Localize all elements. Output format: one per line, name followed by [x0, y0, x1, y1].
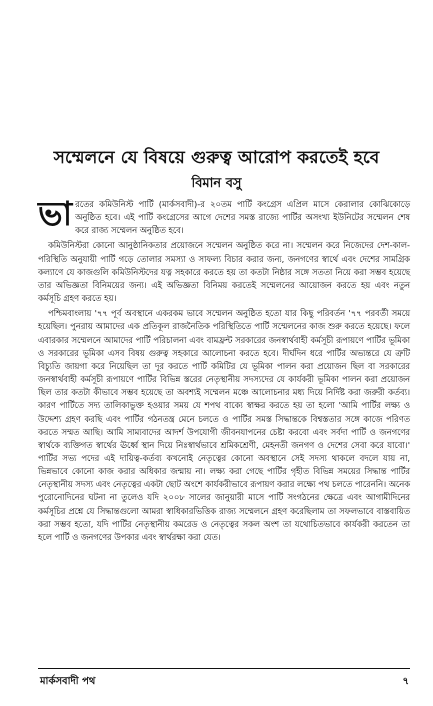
article-body: [38, 194, 410, 544]
paragraph-1-text: রতের কমিউনিস্ট পার্টি (মার্কসবাদী)-র ২০তম পার্টি কংগ্রেস এপ্রিল মাসে কেরালার কোঝিকোড়ে অনুষ্ঠিত হবে। এই পার্টি কংগ্রেসের আগে দেশের সমস্ত রাজ্যে পার্টির অসংখ্য ইউনিটের সম্মেলন শেষ করে রাজ্য সম্মেলন অনুষ্ঠিত হবে।: [75, 199, 410, 236]
page-number: ৭: [402, 676, 409, 687]
paragraph-2: কমিউনিস্টরা কোনো আনুষ্ঠানিকতার প্রয়োজনে সম্মেলন অনুষ্ঠিত করে না। সম্মেলন করে নিজেদের দেশ-কাল-পরিস্থিতি অনুযায়ী পার্টি গড়ে তোলার সমস্যা ও সাফল্য বিচার করার জন্য, জনগণের স্বার্থে এবং দেশের সামগ্রিক কল্যাণে যে কাজগুলি কমিউনিস্টদের যত্ন সহকারে করতে হয় তা কতটা নিষ্ঠার সঙ্গে সততা নিয়ে করা সম্ভব হয়েছে তার অভিজ্ঞতা বিনিময়ের জন্য। এই অভিজ্ঞতা বিনিময় করতেই সম্মেলনের আয়োজন করতে হয় এবং নতুন কর্মসূচি গ্রহণ করতে হয়।: [38, 240, 410, 304]
footer-divider: [38, 668, 410, 669]
paragraph-3: পশ্চিমবাংলায় '৭৭ পূর্ব অবস্থানে একরকম ভাবে সম্মেলন অনুষ্ঠিত হতো যার কিছু পরিবর্তন '৭৭ পরবর্তী সময়ে হয়েছিল। পুনরায় আমাদের এক প্রতিকূল রাজনৈতিক পরিস্থিতিতে পার্টি সম্মেলনের কাজ শুরু করতে হয়েছে। ফলে এবারকার সম্মেলনে আমাদের পার্টি পরিচালনা এবং বামফ্রন্ট সরকারের জনস্বার্থবাহী কর্মসূচী রূপায়ণে পার্টির ভূমিকা ও সরকারের ভূমিকা এসব বিষয় গুরুত্ব সহকারে আলোচনা করতে হবে। দীর্ঘদিন ধরে পার্টির অভ্যন্তরে যে ত্রুটি বিচ্যুতি জায়গা করে নিয়েছিল তা দূর করতে পার্টি কমিটির যে ভূমিকা পালন করা প্রয়োজন ছিল বা সরকারের জনস্বার্থবাহী কর্মসূচী রূপায়ণে পার্টির বিভিন্ন স্তরের নেতৃস্থানীয় সদস্যদের যে কার্যকরী ভূমিকা পালন করা প্রয়োজন ছিল তার কতটা কীভাবে সম্ভব হয়েছে তা অবশ্যই সম্মেলন মঞ্চে আলোচনার মধ্য দিয়ে নির্দিষ্ট করা জরুরী কর্তব্য। কারণ পার্টিতে সদ্য তালিকাভুক্ত হওয়ার সময় যে শপথ বাক্যে স্বাক্ষর করতে হয় তা হলো 'আমি পার্টির লক্ষ্য ও উদ্দেশ্য গ্রহণ করছি এবং পার্টির গঠনতন্ত্র মেনে চলতে ও পার্টির সমস্ত সিদ্ধান্তকে বিশ্বস্ততার সঙ্গে কাজে পরিণত করতে সম্মত আছি। আমি সাম্যবাদের আদর্শ উপযোগী জীবনযাপনের চেষ্টা করবো এবং সর্বদা পার্টি ও জনগণের স্বার্থকে ব্যক্তিগত স্বার্থের ঊর্ধ্বে স্থান দিয়ে নিঃস্বার্থভাবে শ্রমিকশ্রেণী, মেহনতী জনগণ ও দেশের সেবা করে যাবো।' পার্টির সভ্য পদের এই দায়িত্ব-কর্তব্য কখনোই নেতৃত্বের কোনো অবস্থানে সেই সদস্য থাকলে বদলে যায় না, ভিন্নভাবে কোনো কাজ করার অধিকার জন্মায় না। লক্ষ্য করা গেছে পার্টির গৃহীত বিভিন্ন সময়ের সিদ্ধান্ত পার্টির নেতৃস্থানীয় সদস্য এবং নেতৃত্বের একটা ছোট অংশে কার্যকরীভাবে রূপায়ণ করার লক্ষ্যে পথ চলতে পারেননি। অনেক পুরোনোদিনের ঘটনা না তুলেও যদি ২০০৮ সালের জানুয়ারী মাসে পার্টি সংগঠনের ক্ষেত্রে এবং আগামীদিনের কর্মসূচির প্রশ্নে যে সিদ্ধান্তগুলো আমরা স্বাধিকারভিত্তিক রাজ্য সম্মেলনে গ্রহণ করেছিলাম তা সফলভাবে বাস্তবায়িত করা সম্ভব হতো, যদি পার্টির নেতৃস্থানীয় কমরেড ও নেতৃত্বের সকল অংশ তা যথোচিতভাবে কার্যকরী করতেন তা হলে পার্টি ও জনগণের উপকার এবং স্বার্থরক্ষা করা যেত।: [38, 308, 410, 542]
article-title: সম্মেলনে যে বিষয়ে গুরুত্ব আরোপ করতেই হবে: [53, 148, 380, 168]
paragraph-1: [38, 194, 410, 237]
article-author: বিমান বসু: [191, 176, 242, 191]
drop-cap: ভা: [38, 194, 73, 233]
publication-name: মার্কসবাদী পথ: [40, 676, 96, 687]
